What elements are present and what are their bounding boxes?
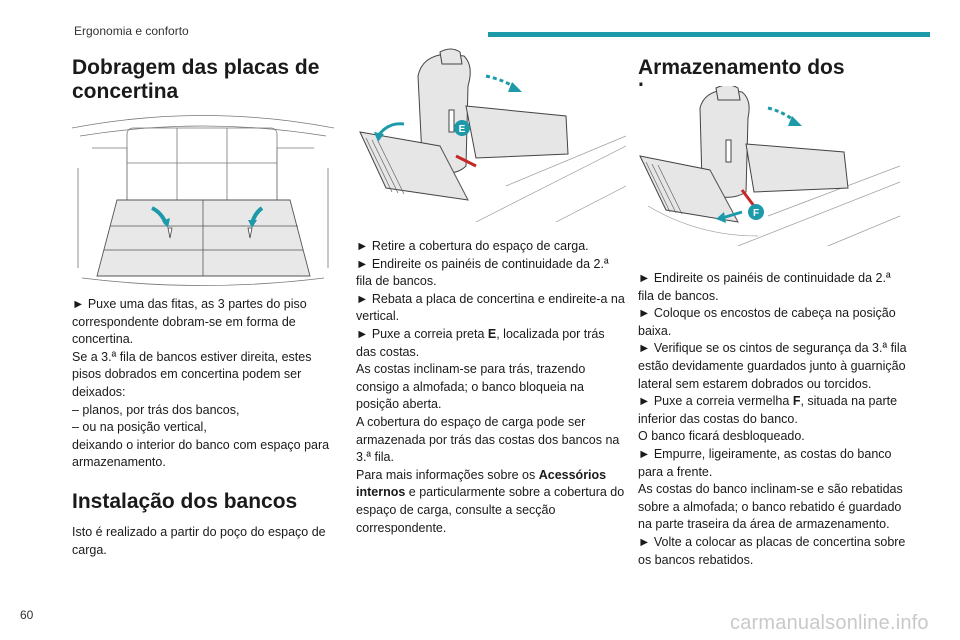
paragraph — [638, 393, 910, 428]
illustration-cargo-floor — [72, 108, 334, 288]
text-run: e particularmente sobre a cobertura do espaço de carga, consulte a secção correspondente. — [356, 485, 625, 535]
paragraph — [356, 467, 628, 537]
text-run: ► Puxe a correia preta — [356, 326, 488, 341]
title-line-2: concertina — [72, 80, 179, 103]
strap-label: F — [792, 394, 801, 409]
title-line-1: Dobragem das placas de — [72, 56, 320, 79]
installing-text: Isto é realizado a partir do poço do espaço de carga. — [72, 524, 326, 557]
reference-title: Acessórios internos — [356, 467, 607, 500]
column-folding-panels — [72, 56, 342, 104]
paragraph: ► Retire a cobertura do espaço de carga. — [356, 239, 589, 253]
illustration-seat-install — [356, 46, 626, 222]
running-header: Ergonomia e conforto — [74, 24, 189, 38]
illustration-seat-storage — [638, 86, 900, 246]
text-run: Para mais informações sobre os — [356, 467, 539, 482]
paragraph: O banco ficará desbloqueado. — [638, 429, 805, 444]
paragraph: ► Endireite os painéis de continuidade da 2.ª fila de bancos. — [356, 256, 609, 289]
section-title-storing: Armazenamento dos — [638, 56, 845, 79]
callout-e-label: E — [458, 124, 466, 135]
strap-label: E — [487, 326, 497, 341]
paragraph: deixando o interior do banco com espaço para armazenamento. — [72, 437, 330, 470]
callout-f-label: F — [752, 208, 760, 219]
text-run: ► Puxe a correia vermelha — [638, 394, 793, 409]
header-accent-bar — [488, 32, 930, 37]
text-run: , localizada por trás das costas. — [356, 326, 605, 359]
paragraph: – planos, por trás dos bancos, — [72, 402, 240, 417]
paragraph: ► Empurre, ligeiramente, as costas do banco para a frente. — [638, 446, 892, 479]
paragraph: A cobertura do espaço de carga pode ser armazenada por trás das costas dos bancos na 3.ª fila. — [356, 414, 620, 465]
section-title-folding — [72, 56, 342, 104]
paragraph: ► Puxe uma das fitas, as 3 partes do piso correspondente dobram-se em forma de concertina. — [72, 297, 307, 347]
storage-instructions — [638, 270, 910, 569]
paragraph: As costas do banco inclinam-se e são rebatidas sobre a almofada; o banco rebatido é guardado na parte traseira da área de armazenamento. — [638, 482, 903, 532]
paragraph — [356, 326, 628, 361]
page-number: 60 — [20, 608, 34, 622]
section-title-installing: Instalação dos bancos — [72, 489, 298, 513]
paragraph: ► Volte a colocar as placas de concertina sobre os bancos rebatidos. — [638, 534, 906, 567]
install-instructions — [356, 238, 628, 537]
paragraph: Se a 3.ª fila de bancos estiver direita, estes pisos dobrados em concertina podem ser deixados: — [72, 349, 312, 399]
column1-body — [72, 296, 342, 559]
column3-body — [638, 270, 910, 569]
column2-body — [356, 238, 628, 537]
folding-instructions — [72, 296, 342, 472]
seat-install-drawing — [356, 46, 626, 222]
seat-storage-drawing — [638, 86, 900, 246]
paragraph: As costas inclinam-se para trás, trazendo consigo a almofada; o banco bloqueia na posição aberta. — [356, 362, 586, 412]
paragraph: ► Endireite os painéis de continuidade da 2.ª fila de bancos. — [638, 271, 891, 303]
text-run: , situada na parte inferior das costas do banco. — [638, 394, 898, 426]
cargo-floor-drawing — [72, 108, 334, 288]
paragraph: – ou na posição vertical, — [72, 420, 207, 435]
paragraph: ► Verifique se os cintos de segurança da 3.ª fila estão devidamente guardados junto à guarnição lateral sem estarem dobrados ou torcidos. — [638, 341, 907, 391]
paragraph: ► Coloque os encostos de cabeça na posição baixa. — [638, 306, 896, 338]
watermark: carmanualsonline.info — [730, 612, 929, 634]
paragraph: ► Rebata a placa de concertina e endireite-a na vertical. — [356, 291, 625, 324]
